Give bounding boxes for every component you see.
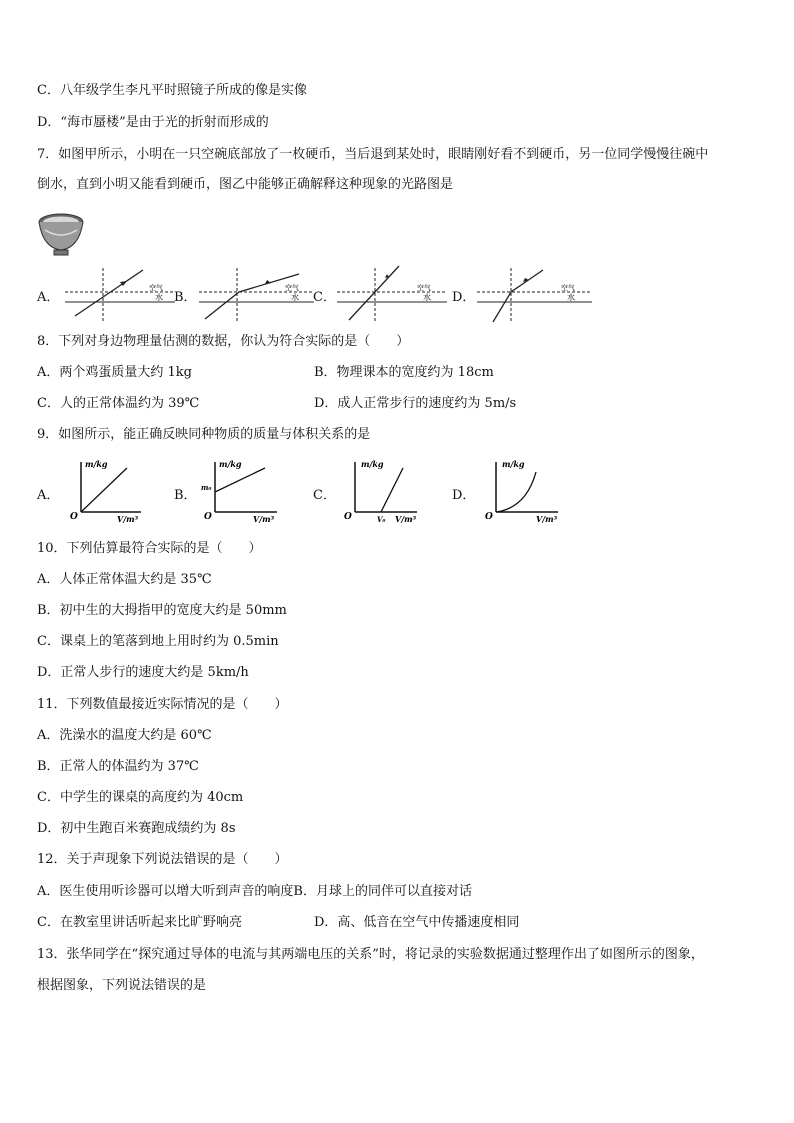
q9d-y-label: m/kg	[502, 459, 525, 469]
q11-option-c[interactable]: C．中学生的课桌的高度约为 40cm	[37, 790, 244, 805]
question-13-line-2: 根据图象，下列说法错误的是	[37, 978, 207, 993]
q7-option-c-label[interactable]: C．	[313, 290, 336, 305]
q7-diagram-b	[199, 264, 314, 324]
q9b-x-label: V/m³	[253, 514, 275, 524]
question-9: 9．如图所示，能正确反映同种物质的质量与体积关系的是	[37, 427, 371, 442]
q11-option-d[interactable]: D．初中生跑百米赛跑成绩约为 8s	[37, 821, 236, 836]
q10-option-a[interactable]: A．人体正常体温大约是 35℃	[37, 572, 212, 587]
q9-option-b-label[interactable]: B．	[174, 488, 197, 503]
q9c-v0-label: V₀	[377, 515, 386, 524]
q7-diagram-c	[337, 264, 447, 324]
q7-option-a-label[interactable]: A．	[37, 290, 60, 305]
bowl-image	[37, 210, 85, 258]
q8-option-a[interactable]: A．两个鸡蛋质量大约 1kg	[37, 365, 192, 380]
question-12: 12．关于声现象下列说法错误的是（ ）	[37, 852, 288, 867]
svg-text:水: 水	[423, 293, 431, 302]
svg-text:水: 水	[567, 293, 575, 302]
question-11: 11．下列数值最接近实际情况的是（ ）	[37, 697, 288, 712]
q9a-x-label: V/m³	[117, 514, 139, 524]
q9a-y-label: m/kg	[85, 459, 108, 469]
q9-option-c-label[interactable]: C．	[313, 488, 336, 503]
q7-option-d-label[interactable]: D．	[452, 290, 476, 305]
q9-option-d-label[interactable]: D．	[452, 488, 476, 503]
q9-graph-c	[341, 456, 423, 526]
q9b-origin: O	[204, 512, 212, 522]
q12-option-d[interactable]: D．高、低音在空气中传播速度相同	[314, 915, 520, 930]
option-d-text: D．“海市蜃楼”是由于光的折射而形成的	[37, 115, 269, 130]
q9b-y-label: m/kg	[219, 459, 242, 469]
question-13-line-1: 13．张华同学在“探究通过导体的电流与其两端电压的关系”时，将记录的实验数据通过整理作出了如图所示的图象，	[37, 947, 704, 962]
svg-text:空气: 空气	[285, 284, 299, 292]
q9d-x-label: V/m³	[536, 514, 558, 524]
q12-options-ab[interactable]: A．医生使用听诊器可以增大听到声音的响度B．月球上的同伴可以直接对话	[37, 884, 472, 899]
q10-option-c[interactable]: C．课桌上的笔落到地上用时约为 0.5min	[37, 634, 279, 649]
q11-option-b[interactable]: B．正常人的体温约为 37℃	[37, 759, 199, 774]
option-c-text: C．八年级学生李凡平时照镜子所成的像是实像	[37, 83, 307, 98]
q9c-origin: O	[344, 512, 352, 522]
q9b-m0-label: m₀	[201, 483, 212, 492]
question-7-line-2: 倒水，直到小明又能看到硬币，图乙中能够正确解释这种现象的光路图是	[37, 177, 454, 192]
q8-option-c[interactable]: C．人的正常体温约为 39℃	[37, 396, 200, 411]
q9-graph-d	[482, 456, 564, 526]
svg-text:水: 水	[291, 293, 299, 302]
q12-option-c[interactable]: C．在教室里讲话听起来比旷野响亮	[37, 915, 242, 930]
question-10: 10．下列估算最符合实际的是（ ）	[37, 541, 262, 556]
q9-graph-a	[67, 456, 147, 526]
question-9-figures	[37, 456, 757, 526]
svg-text:空气: 空气	[561, 284, 575, 292]
q9d-origin: O	[485, 512, 493, 522]
q9c-x-label: V/m³	[395, 514, 417, 524]
q9-graph-b	[201, 456, 283, 526]
q10-option-d[interactable]: D．正常人步行的速度大约是 5km/h	[37, 665, 249, 680]
question-8: 8．下列对身边物理量估测的数据，你认为符合实际的是（ ）	[37, 334, 410, 349]
q7-diagram-d	[477, 264, 592, 324]
q7-option-b-label[interactable]: B．	[174, 290, 197, 305]
q10-option-b[interactable]: B．初中生的大拇指甲的宽度大约是 50mm	[37, 603, 287, 618]
svg-text:空气: 空气	[149, 284, 163, 292]
q9c-y-label: m/kg	[361, 459, 384, 469]
svg-text:水: 水	[155, 293, 163, 302]
q8-option-b[interactable]: B．物理课本的宽度约为 18cm	[314, 365, 494, 380]
q7-diagram-a	[65, 264, 175, 324]
question-7-figures	[37, 262, 757, 326]
q9a-origin: O	[70, 512, 78, 522]
svg-text:空气: 空气	[417, 284, 431, 292]
q8-option-d[interactable]: D．成人正常步行的速度约为 5m/s	[314, 396, 517, 411]
q11-option-a[interactable]: A．洗澡水的温度大约是 60℃	[37, 728, 212, 743]
q9-option-a-label[interactable]: A．	[37, 488, 60, 503]
question-7-line-1: 7．如图甲所示，小明在一只空碗底部放了一枚硬币，当后退到某处时，眼睛刚好看不到硬币，另一位同学慢慢往碗中	[37, 147, 709, 162]
